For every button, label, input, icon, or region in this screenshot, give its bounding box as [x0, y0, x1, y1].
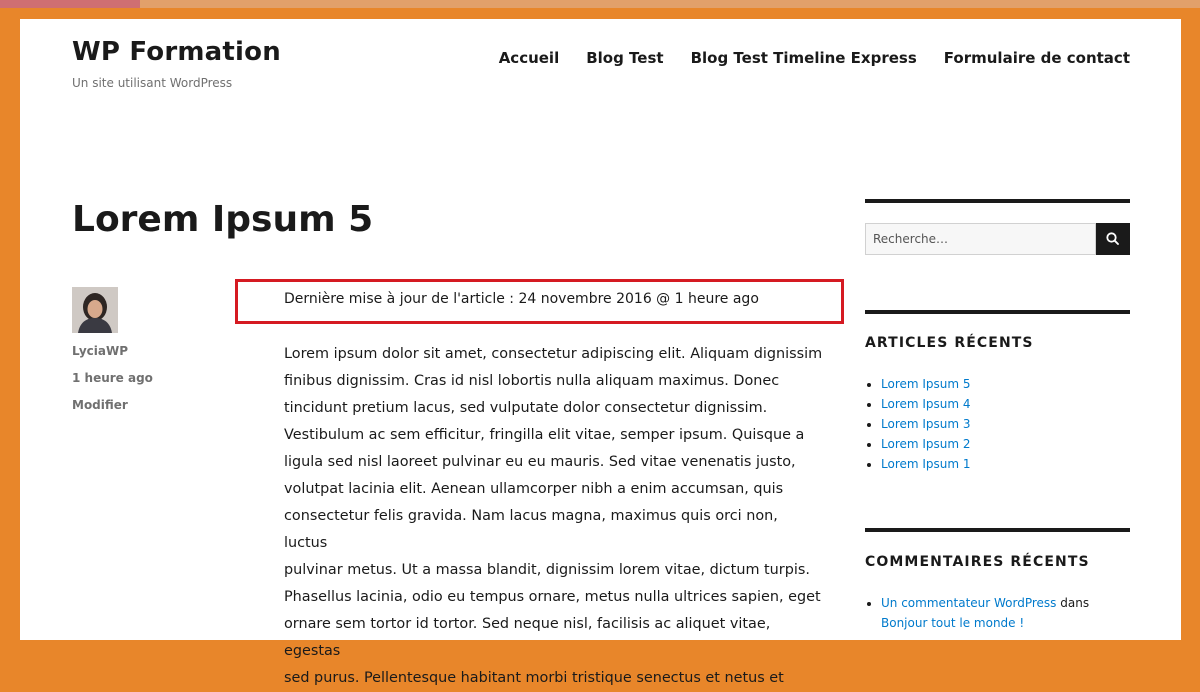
page — [20, 19, 1181, 686]
post-body: Lorem ipsum dolor sit amet, consectetur adipiscing elit. Aliquam dignissim finibus dignissim. Cras id nisl lobortis nulla aliquam maximus. Donec tincidunt pretium lacus, sed vulputate dolor consectetur dignissim. Vestibulum ac sem efficitur, fringilla elit vitae, semper ipsum. Quisque a ligula sed nisl laoreet pulvinar eu eu mauris. Sed vitae venenatis justo, volutpat lacinia elit. Aenean ullamcorper nibh a enim accumsan, quis consectetur felis gravida. Nam lacus magna, maximus quis orci non, luctus pulvinar metus. Ut a massa blandit, dignissim lorem vitae, dictum turpis. Phasellus lacinia, odio eu tempus ornare, metus nulla ultrices sapien, eget ornare sem tortor id tortor. Sed neque nisl, facilisis ac aliquet vitae, egestas sed purus. Pellentesque habitant morbi tristique senectus et netus et — [284, 346, 823, 686]
top-strip — [0, 0, 1200, 8]
top-strip-accent — [0, 0, 140, 8]
avatar[interactable] — [72, 287, 118, 333]
list-item — [881, 394, 971, 414]
nav-item-formulaire-de-contact[interactable]: Formulaire de contact — [943, 49, 1130, 67]
last-updated-highlight — [235, 279, 844, 324]
recent-post-link[interactable]: Lorem Ipsum 4 — [881, 397, 971, 411]
author-link[interactable]: LyciaWP — [72, 344, 129, 358]
post-date-link[interactable]: 1 heure ago — [72, 371, 153, 385]
recent-posts-title: ARTICLES RÉCENTS — [865, 335, 1034, 351]
comment-connector: dans — [1056, 596, 1090, 610]
comment-author-link[interactable]: Un commentateur WordPress — [881, 596, 1057, 610]
sidebar-divider — [865, 310, 1130, 314]
comment-post-link[interactable]: Bonjour tout le monde ! — [881, 616, 1025, 630]
recent-comments-list — [865, 593, 1089, 633]
last-updated-text: Dernière mise à jour de l'article : 24 novembre 2016 @ 1 heure ago — [284, 291, 759, 307]
recent-post-link[interactable]: Lorem Ipsum 2 — [881, 437, 971, 451]
recent-comments-title: COMMENTAIRES RÉCENTS — [865, 554, 1090, 570]
nav-item-blog-test-timeline-express[interactable]: Blog Test Timeline Express — [690, 49, 917, 67]
recent-post-link[interactable]: Lorem Ipsum 1 — [881, 457, 971, 471]
nav-item-accueil[interactable]: Accueil — [498, 49, 560, 67]
list-item — [881, 414, 971, 434]
avatar-image — [72, 287, 118, 333]
list-item — [881, 434, 971, 454]
search-icon — [1096, 223, 1130, 255]
sidebar-divider — [865, 528, 1130, 532]
main-nav — [499, 49, 1130, 67]
list-item — [881, 374, 971, 394]
site-description: Un site utilisant WordPress — [72, 76, 233, 90]
site-title[interactable]: WP Formation — [72, 37, 281, 67]
search-input[interactable] — [865, 223, 1096, 255]
edit-link[interactable]: Modifier — [72, 398, 128, 412]
recent-post-link[interactable]: Lorem Ipsum 5 — [881, 377, 971, 391]
list-item — [881, 593, 1089, 633]
post-title: Lorem Ipsum 5 — [72, 199, 374, 240]
list-item — [881, 454, 971, 474]
nav-item-blog-test[interactable]: Blog Test — [586, 49, 664, 67]
search-button[interactable] — [1096, 223, 1130, 255]
sidebar-divider — [865, 199, 1130, 203]
recent-post-link[interactable]: Lorem Ipsum 3 — [881, 417, 971, 431]
recent-posts-list — [865, 374, 971, 474]
